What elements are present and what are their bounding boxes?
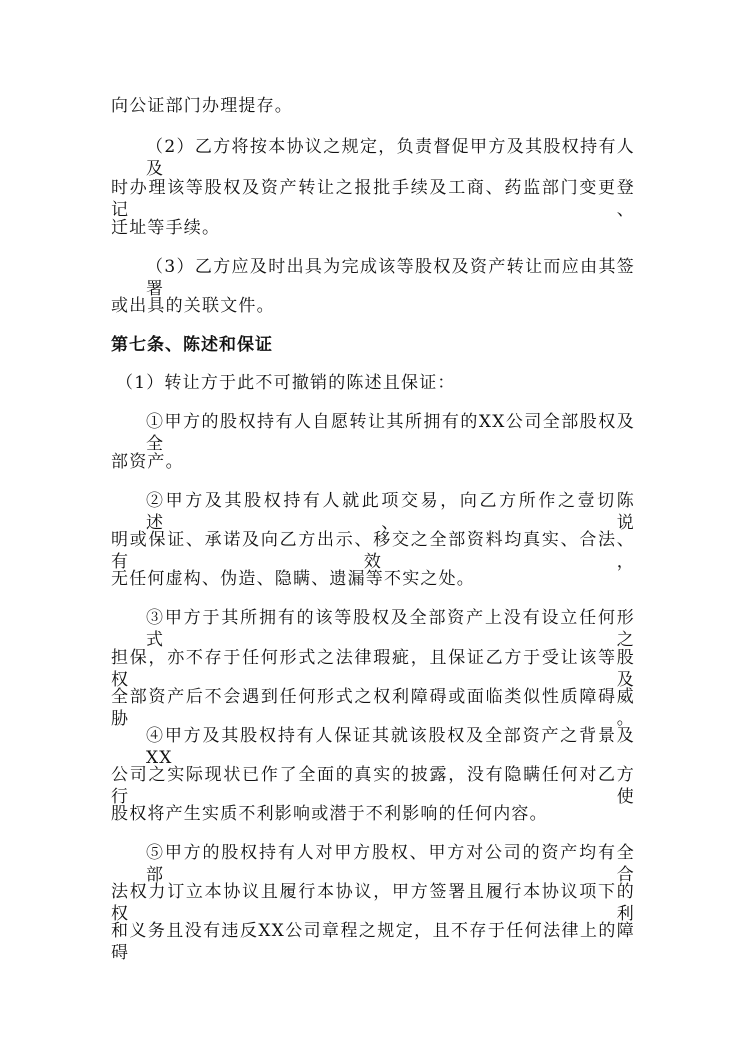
text-line: （1）转让方于此不可撤销的陈述且保证： — [116, 373, 456, 393]
text-line: 全部资产后不会遇到任何形式之权利障碍或面临类似性质障碍威胁。 — [111, 687, 635, 729]
text-line: 明或保证、承诺及向乙方出示、移交之全部资料均真实、合法、有效， — [111, 530, 635, 572]
text-line: 部资产。 — [111, 452, 184, 472]
text-line: ③甲方于其所拥有的该等股权及全部资产上没有设立任何形式之 — [146, 608, 635, 650]
text-line: ⑤甲方的股权持有人对甲方股权、甲方对公司的资产均有全部合 — [146, 843, 635, 885]
section-heading: 第七条、陈述和保证 — [111, 335, 273, 355]
text-line: 迁址等手续。 — [111, 218, 221, 238]
text-line: 法权力订立本协议且履行本协议，甲方签署且履行本协议项下的权利 — [111, 882, 635, 924]
text-line: 公司之实际现状已作了全面的真实的披露，没有隐瞒任何对乙方行使 — [111, 765, 635, 807]
text-line: ①甲方的股权持有人自愿转让其所拥有的XX公司全部股权及全 — [146, 412, 635, 454]
text-line: 向公证部门办理提存。 — [111, 96, 293, 116]
text-line: 和义务且没有违反XX公司章程之规定，且不存于任何法律上的障碍 — [111, 921, 635, 963]
text-line: 股权将产生实质不利影响或潜于不利影响的任何内容。 — [111, 804, 548, 824]
text-line: 或出具的关联文件。 — [111, 296, 275, 316]
text-line: 无任何虚构、伪造、隐瞒、遗漏等不实之处。 — [111, 569, 475, 589]
text-line: （3）乙方应及时出具为完成该等股权及资产转让而应由其签署 — [146, 257, 635, 299]
text-line: （2）乙方将按本协议之规定，负责督促甲方及其股权持有人及 — [146, 137, 635, 179]
text-line: ④甲方及其股权持有人保证其就该股权及全部资产之背景及XX — [146, 726, 635, 768]
text-line: 时办理该等股权及资产转让之报批手续及工商、药监部门变更登记、 — [111, 178, 635, 220]
text-line: ②甲方及其股权持有人就此项交易，向乙方所作之壹切陈述、说 — [146, 491, 635, 533]
text-line: 担保，亦不存于任何形式之法律瑕疵，且保证乙方于受让该等股权及 — [111, 648, 635, 690]
